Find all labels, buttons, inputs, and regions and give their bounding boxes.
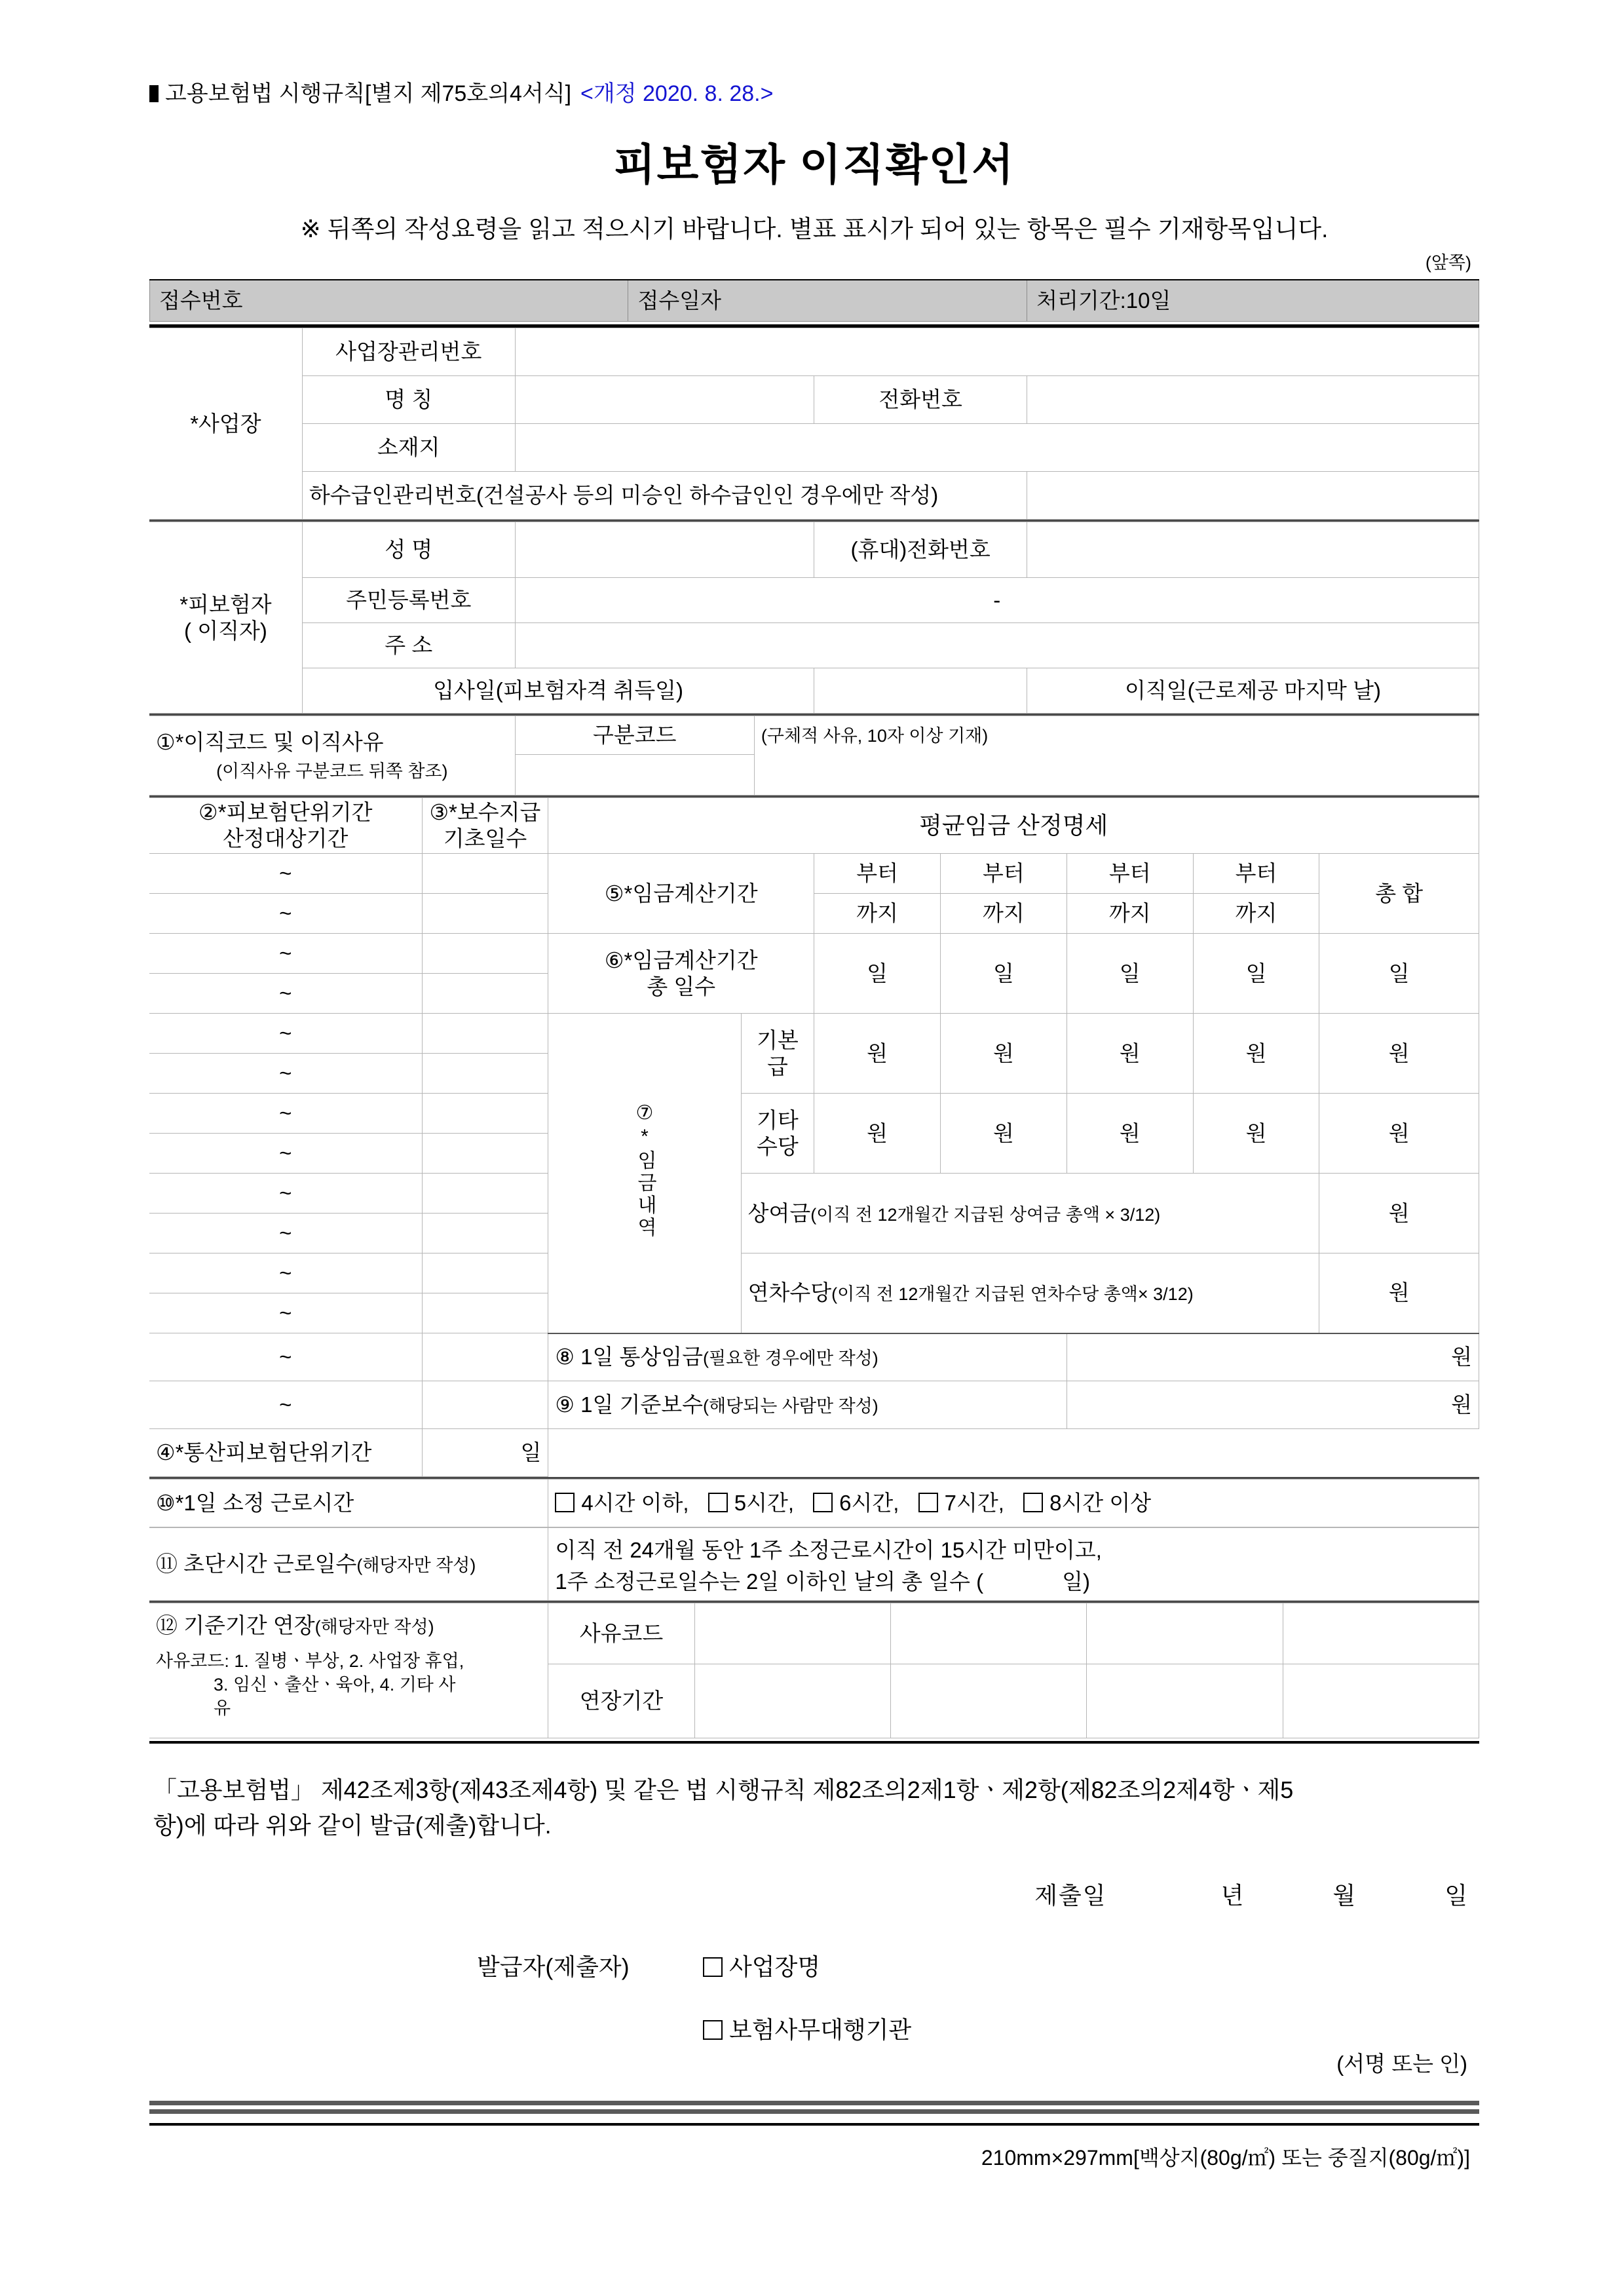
- subcontractor-mgmt-no-label: 하수급인관리번호(건설공사 등의 미승인 하수급인인 경우에만 작성): [302, 472, 1027, 520]
- item6-label: [548, 934, 814, 1014]
- item2-period-row[interactable]: ~: [149, 854, 422, 894]
- table-row: [149, 1094, 1479, 1134]
- item1-label: ①*이직코드 및 이직사유: [156, 730, 384, 754]
- workplace-address-label: 소재지: [302, 424, 515, 472]
- item7-basic-col3[interactable]: 원: [1067, 1014, 1193, 1094]
- table-row: [149, 1480, 1479, 1527]
- item7-basic-total[interactable]: 원: [1319, 1014, 1479, 1094]
- bullet-square-icon: [149, 85, 159, 102]
- item10-option-5: 8시간 이상: [1049, 1491, 1152, 1516]
- item1-label-cell: [149, 716, 515, 795]
- item12-label-main: ⑫ 기준기간 연장: [156, 1613, 315, 1637]
- issuer-option-agency-label: 보험사무대행기관: [729, 2016, 912, 2043]
- table-row: [149, 934, 1479, 974]
- table-row: [149, 328, 1479, 376]
- checkbox-8hours-or-more[interactable]: [1023, 1493, 1043, 1512]
- item3-days-row[interactable]: [422, 1134, 548, 1174]
- item5-col4-to[interactable]: 까지: [1193, 894, 1319, 934]
- workplace-mgmt-no-input[interactable]: [515, 328, 1479, 376]
- workplace-phone-input[interactable]: [1027, 376, 1479, 424]
- item12-label-cell: [149, 1603, 548, 1738]
- item7-basic-col1[interactable]: 원: [814, 1014, 941, 1094]
- item12-extension-input-1[interactable]: [694, 1664, 890, 1738]
- item2-period-row[interactable]: ~: [149, 894, 422, 934]
- item1-reason-hint: (구체적 사유, 10자 이상 기재): [761, 726, 989, 746]
- insured-mobile-label: (휴대)전화번호: [814, 522, 1027, 578]
- average-wage-section-title: 평균임금 산정명세: [548, 798, 1479, 854]
- table-row: [149, 522, 1479, 578]
- workplace-mgmt-no-label: 사업장관리번호: [302, 328, 515, 376]
- insured-address-input[interactable]: [515, 623, 1479, 668]
- legal-statement: [149, 1772, 1479, 1843]
- item10-label: ⑩*1일 소정 근로시간: [149, 1480, 548, 1527]
- item12-extension-input-3[interactable]: [1087, 1664, 1283, 1738]
- checkbox-6hours[interactable]: [813, 1493, 833, 1512]
- item10-option-4: 7시간,: [944, 1491, 1004, 1516]
- table-row: [149, 668, 1479, 714]
- item7-annual-leave-label: [741, 1253, 1319, 1333]
- checkbox-4hours-or-less[interactable]: [555, 1493, 575, 1512]
- item5-label: ⑤*임금계산기간: [548, 854, 814, 934]
- item7-bonus-amount[interactable]: 원: [1319, 1174, 1479, 1253]
- insured-address-label: 주 소: [302, 623, 515, 668]
- submit-date-line: [149, 1877, 1479, 1911]
- item3-days-row[interactable]: [422, 894, 548, 934]
- item11-label-sub: (해당자만 작성): [356, 1556, 476, 1576]
- table-row: [149, 1603, 1479, 1664]
- table-row: [149, 578, 1479, 623]
- table-row: [149, 716, 1479, 755]
- item6-col3[interactable]: 일: [1067, 934, 1193, 1014]
- item1-code-input[interactable]: [515, 755, 754, 795]
- workplace-phone-label: 전화번호: [814, 376, 1027, 424]
- subcontractor-mgmt-no-input[interactable]: [1027, 472, 1479, 520]
- item10-options: [548, 1480, 1479, 1527]
- issuer-label: 발급자(제출자): [477, 1953, 630, 1980]
- table-row: [149, 1528, 1479, 1601]
- item3-days-row[interactable]: [422, 1253, 548, 1293]
- item11-text-line1: 이직 전 24개월 동안 1주 소정근로시간이 15시간 미만이고,: [555, 1538, 1102, 1563]
- item7-number: ⑦: [635, 1101, 654, 1124]
- item5-col3-to[interactable]: 까지: [1067, 894, 1193, 934]
- submit-day-label: 일: [1445, 1882, 1469, 1909]
- item2-period-row[interactable]: ~: [149, 934, 422, 974]
- revision-date: <개정 2020. 8. 28.>: [580, 81, 774, 106]
- item9-amount[interactable]: 원: [1067, 1381, 1479, 1429]
- item2-period-row[interactable]: ~: [149, 1134, 422, 1174]
- item8-label: [548, 1333, 1067, 1381]
- item8-amount[interactable]: 원: [1067, 1333, 1479, 1381]
- item4-label: ④*통산피보험단위기간: [149, 1429, 422, 1477]
- item3-days-row[interactable]: [422, 1174, 548, 1214]
- table-row: [149, 854, 1479, 894]
- item2-period-row[interactable]: ~: [149, 1293, 422, 1333]
- legal-line-2: 항)에 따라 위와 같이 발급(제출)합니다.: [153, 1812, 552, 1839]
- table-row: [149, 472, 1479, 520]
- item11-table: [149, 1527, 1479, 1601]
- table-row: [149, 1174, 1479, 1214]
- workplace-group-label: *사업장: [149, 328, 302, 520]
- item3-days-row[interactable]: [422, 854, 548, 894]
- item2-period-row[interactable]: ~: [149, 974, 422, 1014]
- item2-label-line1: ②*피보험단위기간: [198, 800, 373, 825]
- item12-code-note-line2: 3. 임신ㆍ출산ㆍ육아, 4. 기타 사: [214, 1675, 456, 1695]
- footer-rule-3: [149, 2123, 1479, 2126]
- item2-period-row[interactable]: ~: [149, 1381, 422, 1429]
- item3-days-row[interactable]: [422, 934, 548, 974]
- item7-basic-col4[interactable]: 원: [1193, 1014, 1319, 1094]
- item7-other-allowance-label: 기타 수당: [741, 1094, 814, 1174]
- item7-bonus-label-main: 상여금: [747, 1200, 811, 1225]
- insured-group-label-line1: *피보험자: [179, 592, 272, 617]
- item5-col1-to[interactable]: 까지: [814, 894, 941, 934]
- footer-rules: [149, 2101, 1479, 2126]
- submit-date-label: 제출일: [1034, 1882, 1107, 1909]
- table-row: [149, 1429, 1479, 1477]
- item7-other-col3[interactable]: 원: [1067, 1094, 1193, 1174]
- receipt-bar-table: [149, 279, 1479, 322]
- item11-label-main: ⑪ 초단시간 근로일수: [156, 1552, 357, 1577]
- item7-vertical-label-cell: [548, 1014, 741, 1333]
- item12-label-sub: (해당자만 작성): [314, 1617, 434, 1637]
- item12-code-note-line1: 사유코드: 1. 질병ㆍ부상, 2. 사업장 휴업,: [156, 1651, 464, 1671]
- item6-total[interactable]: 일: [1319, 934, 1479, 1014]
- item7-other-total[interactable]: 원: [1319, 1094, 1479, 1174]
- instruction-note: ※ 뒤쪽의 작성요령을 읽고 적으시기 바랍니다. 별표 표시가 되어 있는 항목은 필수 기재항목입니다.: [300, 216, 1329, 242]
- item7-basic-col2[interactable]: 원: [941, 1014, 1067, 1094]
- item12-table: [149, 1603, 1479, 1738]
- item2-period-row[interactable]: ~: [149, 1214, 422, 1253]
- item10-option-2: 5시간,: [734, 1491, 794, 1516]
- item3-header: [422, 798, 548, 854]
- item7-annual-label-sub: (이직 전 12개월간 지급된 연차수당 총액× 3/12): [831, 1284, 1194, 1305]
- item6-label-line2: 총 일수: [647, 974, 716, 999]
- item6-col4[interactable]: 일: [1193, 934, 1319, 1014]
- item3-days-row[interactable]: [422, 1381, 548, 1429]
- page-title: 피보험자 이직확인서: [613, 140, 1015, 189]
- insured-mobile-input[interactable]: [1027, 522, 1479, 578]
- item12-label: [156, 1613, 541, 1639]
- item7-other-col1[interactable]: 원: [814, 1094, 941, 1174]
- item12-reason-code-input-3[interactable]: [1087, 1603, 1283, 1664]
- item2-label-line2: 산정대상기간: [223, 826, 349, 851]
- issuer-section: [149, 1949, 1479, 2076]
- table-row: [149, 1014, 1479, 1054]
- checkbox-5hours[interactable]: [708, 1493, 728, 1512]
- signature-note: (서명 또는 인): [1336, 2052, 1467, 2076]
- table-row: [149, 1381, 1479, 1429]
- insured-group-label-line2: ( 이직자): [184, 618, 267, 643]
- table-row: [149, 798, 1479, 854]
- item10-option-3: 6시간,: [839, 1491, 899, 1516]
- item12-extension-input-4[interactable]: [1283, 1664, 1479, 1738]
- form-reference-line: [149, 75, 1479, 107]
- item6-col2[interactable]: 일: [941, 934, 1067, 1014]
- issuer-option-agency[interactable]: [703, 2012, 911, 2045]
- workplace-table: [149, 328, 1479, 520]
- form-reference-text: 고용보험법 시행규칙[별지 제75호의4서식]: [165, 81, 572, 106]
- item3-days-row[interactable]: [422, 1333, 548, 1381]
- item12-extension-period-label: 연장기간: [548, 1664, 694, 1738]
- item12-reason-code-input-2[interactable]: [890, 1603, 1086, 1664]
- divider-thick-bottom: [149, 1741, 1479, 1744]
- table-row: [149, 1333, 1479, 1381]
- checkbox-workplace-name[interactable]: [703, 1957, 723, 1977]
- item11-description: [548, 1528, 1479, 1601]
- item3-days-row[interactable]: [422, 974, 548, 1014]
- item7-bonus-label: [741, 1174, 1319, 1253]
- leave-date-label: 이직일(근로제공 마지막 날): [1027, 668, 1479, 714]
- item11-text-line2-a: 1주 소정근로일수는 2일 이하인 날의 총 일수 (: [555, 1569, 984, 1594]
- item9-label: [548, 1381, 1067, 1429]
- item9-label-main: ⑨ 1일 기준보수: [555, 1392, 704, 1417]
- item11-label: [149, 1528, 548, 1601]
- item8-label-main: ⑧ 1일 통상임금: [555, 1345, 704, 1369]
- insured-rrn-label: 주민등록번호: [302, 578, 515, 623]
- item11-text-line2-b: 일): [1062, 1569, 1091, 1594]
- processing-period-label: 처리기간:10일: [1027, 280, 1479, 322]
- item1-code-label: 구분코드: [515, 716, 754, 755]
- item5-col1-from[interactable]: 부터: [814, 854, 941, 894]
- table-row: [149, 894, 1479, 934]
- item6-col1[interactable]: 일: [814, 934, 941, 1014]
- item12-code-note-line3: 유: [214, 1698, 231, 1719]
- item12-reason-code-label: 사유코드: [548, 1603, 694, 1664]
- item5-total-label: 총 합: [1319, 854, 1479, 934]
- table-row: [149, 1253, 1479, 1293]
- insured-name-label: 성 명: [302, 522, 515, 578]
- insured-group-label: [149, 522, 302, 714]
- item3-days-row[interactable]: [422, 1094, 548, 1134]
- checkbox-insurance-agency[interactable]: [703, 2020, 723, 2040]
- issuer-option-workplace[interactable]: [703, 1949, 820, 1982]
- item7-annual-amount[interactable]: 원: [1319, 1253, 1479, 1333]
- join-date-label: 입사일(피보험자격 취득일): [302, 668, 814, 714]
- item12-reason-code-input-4[interactable]: [1283, 1603, 1479, 1664]
- item3-days-row[interactable]: [422, 1014, 548, 1054]
- item3-label-line1: ③*보수지급: [429, 800, 541, 825]
- item7-basic-pay-label: 기본급: [741, 1014, 814, 1094]
- item7-star: *: [641, 1125, 649, 1147]
- item1-table: [149, 716, 1479, 795]
- item7-other-col4[interactable]: 원: [1193, 1094, 1319, 1174]
- item12-reason-code-input-1[interactable]: [694, 1603, 890, 1664]
- insured-rrn-input[interactable]: -: [515, 578, 1479, 623]
- join-date-input[interactable]: [814, 668, 1027, 714]
- item2-period-row[interactable]: ~: [149, 1094, 422, 1134]
- item9-label-sub: (해당되는 사람만 작성): [703, 1396, 878, 1417]
- item7-vertical-label: 임금내역: [633, 1149, 656, 1239]
- item1-sub-label: (이직사유 구분코드 뒤쪽 참조): [216, 761, 448, 781]
- item2-period-row[interactable]: ~: [149, 1253, 422, 1293]
- checkbox-7hours[interactable]: [918, 1493, 938, 1512]
- item5-col2-from[interactable]: 부터: [941, 854, 1067, 894]
- item3-label-line2: 기초일수: [443, 826, 527, 851]
- item12-code-note: [156, 1649, 541, 1721]
- table-row: [149, 623, 1479, 668]
- item1-reason-cell[interactable]: [754, 716, 1479, 795]
- table-row: [150, 280, 1479, 322]
- issuer-option-workplace-label: 사업장명: [729, 1953, 821, 1980]
- item7-other-col2[interactable]: 원: [941, 1094, 1067, 1174]
- paper-specification: 210mm×297mm[백상지(80g/㎡) 또는 중질지(80g/㎡)]: [981, 2146, 1470, 2170]
- item2-period-row[interactable]: ~: [149, 1174, 422, 1214]
- item7-bonus-label-sub: (이직 전 12개월간 지급된 상여금 총액 × 3/12): [810, 1204, 1161, 1225]
- submit-year-label: 년: [1220, 1882, 1245, 1909]
- workplace-name-input[interactable]: [515, 376, 814, 424]
- footer-rule-1: [149, 2101, 1479, 2105]
- insured-person-table: [149, 522, 1479, 714]
- item3-days-row[interactable]: [422, 1293, 548, 1333]
- item7-annual-label-main: 연차수당: [747, 1280, 832, 1305]
- legal-line-1: 「고용보험법」 제42조제3항(제43조제4항) 및 같은 법 시행규칙 제82조의2제1항ㆍ제2항(제82조의2제4항ㆍ제5: [153, 1776, 1294, 1803]
- item2-period-row[interactable]: ~: [149, 1054, 422, 1094]
- item3-days-row[interactable]: [422, 1054, 548, 1094]
- item5-col2-to[interactable]: 까지: [941, 894, 1067, 934]
- wage-main-table: [149, 797, 1479, 1477]
- item3-days-row[interactable]: [422, 1214, 548, 1253]
- item5-col3-from[interactable]: 부터: [1067, 854, 1193, 894]
- item8-label-sub: (필요한 경우에만 작성): [703, 1349, 878, 1369]
- footer-rule-2: [149, 2109, 1479, 2114]
- receipt-number-label: 접수번호: [150, 280, 628, 322]
- receipt-date-label: 접수일자: [628, 280, 1027, 322]
- item11-text-line2: [555, 1566, 1472, 1598]
- item6-label-line1: ⑥*임금계산기간: [604, 947, 758, 972]
- item2-period-row[interactable]: ~: [149, 1014, 422, 1054]
- item2-header: [149, 798, 422, 854]
- item12-extension-input-2[interactable]: [890, 1664, 1086, 1738]
- item4-value[interactable]: 일: [422, 1429, 548, 1477]
- workplace-name-label: 명 칭: [302, 376, 515, 424]
- workplace-address-input[interactable]: [515, 424, 1479, 472]
- table-row: [149, 424, 1479, 472]
- item2-period-row[interactable]: ~: [149, 1333, 422, 1381]
- submit-month-label: 월: [1332, 1882, 1357, 1909]
- item10-table: [149, 1479, 1479, 1527]
- item10-option-1: 4시간 이하,: [581, 1491, 689, 1516]
- front-page-mark: (앞쪽): [1425, 253, 1471, 273]
- item5-col4-from[interactable]: 부터: [1193, 854, 1319, 894]
- table-row: [149, 376, 1479, 424]
- insured-name-input[interactable]: [515, 522, 814, 578]
